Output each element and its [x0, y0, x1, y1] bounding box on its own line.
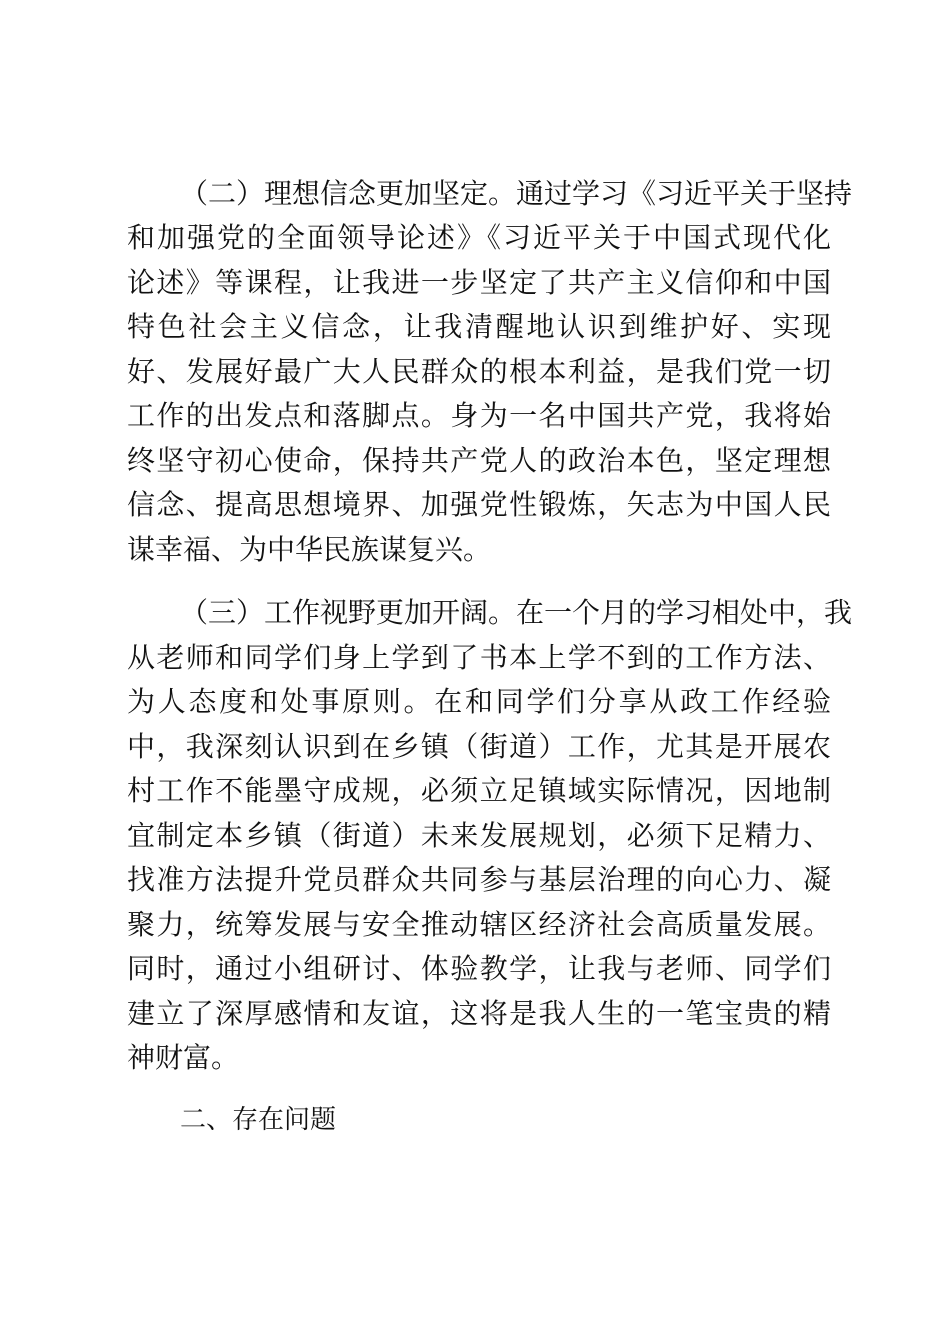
paragraph-2-line-9: 谋幸福、为中华民族谋复兴。: [127, 533, 492, 566]
paragraph-2-line-2: 和加强党的全面领导论述》《习近平关于中国式现代化: [127, 221, 831, 254]
paragraph-2-line-5: 好、发展好最广大人民群众的根本利益，是我们党一切: [127, 355, 831, 388]
paragraph-2-line-4: 特色社会主义信念，让我清醒地认识到维护好、实现: [127, 310, 831, 343]
paragraph-3-line-11: 神财富。: [127, 1041, 240, 1074]
paragraph-3-line-9: 同时，通过小组研讨、体验教学，让我与老师、同学们: [127, 952, 831, 985]
paragraph-3-line-8: 聚力，统筹发展与安全推动辖区经济社会高质量发展。: [127, 908, 831, 941]
paragraph-3-line-4: 中，我深刻认识到在乡镇（街道）工作，尤其是开展农: [127, 730, 831, 763]
paragraph-2-line-6: 工作的出发点和落脚点。身为一名中国共产党，我将始: [127, 399, 831, 432]
paragraph-2-line-3: 论述》等课程，让我进一步坚定了共产主义信仰和中国: [127, 266, 831, 299]
paragraph-3-line-10: 建立了深厚感情和友谊，这将是我人生的一笔宝贵的精: [127, 997, 831, 1030]
paragraph-2-line-7: 终坚守初心使命，保持共产党人的政治本色，坚定理想: [127, 444, 831, 477]
paragraph-3-line-6: 宜制定本乡镇（街道）未来发展规划，必须下足精力、: [127, 819, 831, 852]
paragraph-3-line-2: 从老师和同学们身上学到了书本上学不到的工作方法、: [127, 641, 831, 674]
paragraph-3-line-5: 村工作不能墨守成规，必须立足镇域实际情况，因地制: [127, 774, 831, 807]
paragraph-3-line-1: （三）工作视野更加开阔。在一个月的学习相处中，我: [180, 596, 853, 629]
paragraph-2-line-1: （二）理想信念更加坚定。通过学习《习近平关于坚持: [180, 177, 853, 210]
paragraph-2-line-8: 信念、提高思想境界、加强党性锻炼，矢志为中国人民: [127, 488, 831, 521]
section-heading: 二、存在问题: [180, 1105, 337, 1135]
paragraph-3-line-7: 找准方法提升党员群众共同参与基层治理的向心力、凝: [127, 863, 831, 896]
paragraph-3-line-3: 为人态度和处事原则。在和同学们分享从政工作经验: [127, 685, 831, 718]
